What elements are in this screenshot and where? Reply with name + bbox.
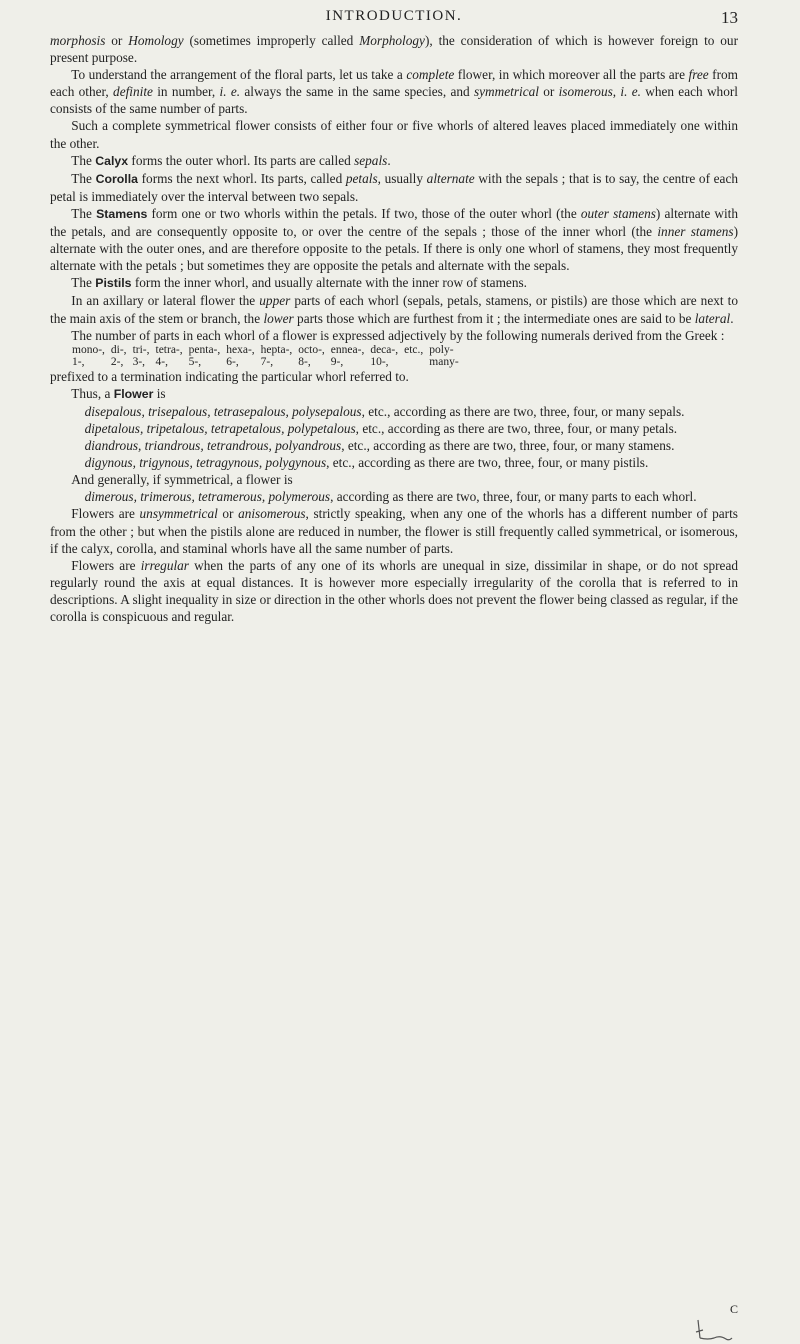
term-stamens: Stamens [96, 206, 148, 221]
body-text [50, 32, 738, 625]
term-flower: Flower [113, 386, 154, 401]
paragraph: disepalous, trisepalous, tetrasepalous, polysepalous, etc., according as there are two, three, four, or many sepals. [84, 403, 685, 419]
paragraph: diandrous, triandrous, tetrandrous, polyandrous, etc., according as there are two, three, four, or many stamens. [84, 438, 675, 454]
signature-mark: C [729, 1302, 738, 1316]
page-number: 13 [721, 8, 738, 27]
paragraph: Such a complete symmetrical flower consists of either four or five whorls of altered leaves placed immediately one within the other. [50, 118, 738, 151]
paragraph: The Corolla forms the next whorl. Its parts, called petals, usually alternate with the sepals ; that is to say, the centre of each petal is immediately over the interval between two sepals. [50, 170, 739, 204]
paragraph: The number of parts in each whorl of a flower is expressed adjectively by the following numerals derived from the Greek : [71, 327, 725, 343]
paragraph: digynous, trigynous, tetragynous, polygynous, etc., according as there are two, three, four, or many pistils. [84, 455, 649, 471]
chapter-title: INTRODUCTION. [325, 8, 463, 24]
running-head [50, 8, 738, 32]
numeral-value-row: 1-, 2-, 3-, 4-, 5-, 6-, 7-, 8-, 9-, 10-, many- [72, 355, 459, 368]
paragraph: dimerous, trimerous, tetramerous, polymerous, according as there are two, three, four, or many parts to each whorl. [84, 489, 697, 505]
numeral-prefix-row: mono-, di-, tri-, tetra-, penta-, hexa-, hepta-, octo-, ennea-, deca-, etc., poly- [72, 343, 454, 356]
paragraph: morphosis or Homology (sometimes improperly called Morphology), the consideration of which is however foreign to our present purpose. [50, 33, 738, 66]
paragraph: The Stamens form one or two whorls within the petals. If two, those of the outer whorl (the outer stamens) alternate with the petals, and are consequently opposite to, or over the centre of the sepals ; those of the inner whorl (the inner stamens) alternate with the outer ones, and are therefore opposite to the petals. If there is only one whorl of stamens, they most frequently alternate with the petals ; but sometimes they are opposite the petals and alternate with the sepals. [50, 205, 739, 274]
paragraph: Flowers are unsymmetrical or anisomerous, strictly speaking, when any one of the whorls has a different number of parts from the other ; but when the pistils alone are reduced in number, the flower is still frequently called symmetrical, or isomerous, if the calyx, corolla, and staminal whorls have all the same number of parts. [50, 506, 738, 556]
paragraph: prefixed to a termination indicating the particular whorl referred to. [50, 368, 409, 384]
paragraph: The Pistils form the inner whorl, and usually alternate with the inner row of stamens. [71, 275, 527, 291]
term-calyx: Calyx [95, 153, 129, 168]
paragraph: To understand the arrangement of the floral parts, let us take a complete flower, in which moreover all the parts are free from each other, definite in number, i. e. always the same in the same species, and symmetrical or isomerous, i. e. when each whorl consists of the same number of parts. [50, 67, 739, 117]
paragraph: The Calyx forms the outer whorl. Its parts are called sepals. [71, 152, 391, 168]
paragraph: Flowers are irregular when the parts of any one of its whorls are unequal in size, dissimilar in shape, or do not spread regularly round the axis at equal distances. It is however more especially irregularity of the corolla that is referred to in descriptions. A slight inequality in size or direction in the other whorls does not prevent the flower being classed as regular, if the corolla is conspicuous and regular. [50, 557, 738, 624]
pencil-mark-icon [694, 1318, 734, 1344]
paragraph: Thus, a Flower is [71, 385, 166, 401]
term-corolla: Corolla [95, 171, 138, 186]
greek-numerals-table [72, 344, 465, 368]
term-pistils: Pistils [95, 276, 132, 291]
paragraph: dipetalous, tripetalous, tetrapetalous, polypetalous, etc., according as there are two, three, four, or many petals. [84, 420, 678, 436]
paragraph: In an axillary or lateral flower the upper parts of each whorl (sepals, petals, stamens, or pistils) are those which are next to the main axis of the stem or branch, the lower parts those which are furthest from it ; the intermediate ones are said to be lateral. [50, 293, 738, 326]
paragraph: And generally, if symmetrical, a flower is [71, 472, 293, 488]
